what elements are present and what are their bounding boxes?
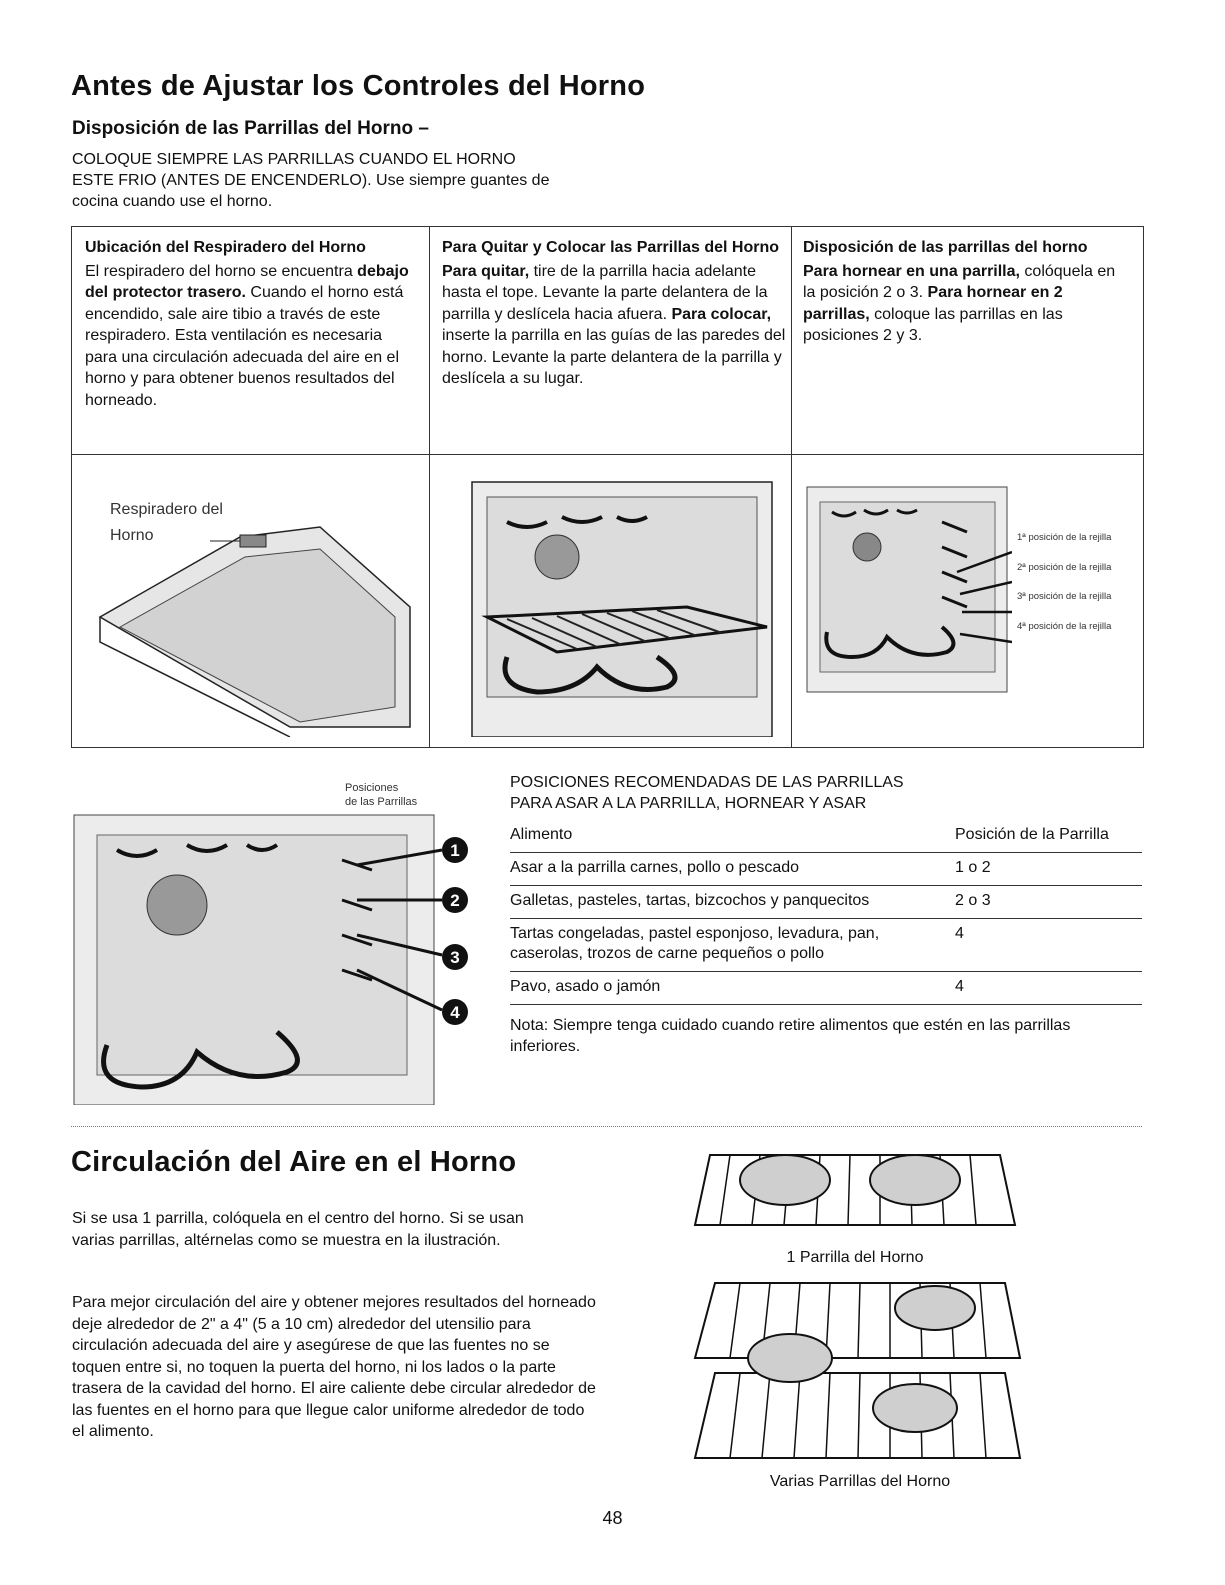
table-heading: POSICIONES RECOMENDADAS DE LAS PARRILLAS PARA ASAR A LA PARRILLA, HORNEAR Y ASAR bbox=[510, 774, 904, 812]
rack-position-label: 2ª posición de la rejilla bbox=[1017, 561, 1112, 573]
position-column-header: Posición de la Parrilla bbox=[955, 826, 1109, 843]
positions-figure-label: Posiciones de las Parrillas bbox=[345, 782, 418, 808]
rack-position-labels bbox=[1017, 523, 1111, 641]
intro-line: cocina cuando use el horno. bbox=[72, 193, 273, 210]
air-circulation-p1: Si se usa 1 parrilla, colóquela en el centro del horno. Si se usan varias parrillas, altérnelas como se muestra en la ilustración. bbox=[72, 1210, 524, 1249]
table-row: Tartas congeladas, pastel esponjoso, levadura, pan, caserolas, trozos de carne pequeños o pollo 4 bbox=[510, 919, 1142, 972]
vent-figure-label: Respiradero del Horno bbox=[110, 501, 223, 544]
table-row: Pavo, asado o jamón 4 bbox=[510, 972, 1142, 1005]
multiple-racks-illustration bbox=[690, 1278, 1030, 1468]
air-circulation-p2: Para mejor circulación del aire y obtener mejores resultados del horneado deje alrededor de 2" a 4" (5 a 10 cm) alrededor del utensilio para circulación adecuada del aire y asegúrese de que las fuentes no se toquen entre si, no toquen la puerta del horno, ni los lados o la parte trasera de la cavidad del horno. El aire caliente debe circular alrededor de las fuentes en el horno para que llegue calor uniforme alrededor de todo el alimento. bbox=[72, 1294, 596, 1440]
numbered-rack-positions-illustration bbox=[72, 805, 472, 1105]
air-circulation-title: Circulación del Aire en el Horno bbox=[71, 1146, 517, 1178]
table-row: Asar a la parrilla carnes, pollo o pescado 1 o 2 bbox=[510, 853, 1142, 886]
multiple-racks-caption: Varias Parrillas del Horno bbox=[769, 1473, 951, 1490]
food-column-header: Alimento bbox=[510, 826, 573, 843]
remove-rack-text: Para quitar, tire de la parrilla hacia adelante hasta el tope. Levante la parte delantera de la parrilla y deslícela hacia afuera. Para colocar, inserte la parrilla en las guías de las paredes del horno. Levante la parte delantera de la parrilla y deslícela a su lugar. bbox=[442, 262, 786, 387]
rack-position-label: 3ª posición de la rejilla bbox=[1017, 591, 1112, 602]
rack-layout-title: Disposición de las parrillas del horno bbox=[803, 239, 1088, 256]
rack-positions-table bbox=[510, 772, 1142, 1057]
table-row: Galletas, pasteles, tartas, bizcochos y panquecitos 2 o 3 bbox=[510, 886, 1142, 919]
section-subtitle: Disposición de las Parrillas del Horno – bbox=[72, 118, 429, 139]
rack-info-grid bbox=[71, 226, 1144, 748]
intro-line: ESTE FRIO (ANTES DE ENCENDERLO). Use siempre guantes de bbox=[72, 172, 550, 189]
position-number: 2 bbox=[450, 891, 460, 910]
intro-text bbox=[72, 149, 672, 212]
position-number: 4 bbox=[450, 1003, 460, 1022]
remove-rack-title: Para Quitar y Colocar las Parrillas del Horno bbox=[442, 239, 780, 256]
oven-rack-illustration bbox=[467, 467, 777, 737]
rack-layout-column bbox=[803, 237, 1128, 347]
intro-line: COLOQUE SIEMPRE LAS PARRILLAS CUANDO EL HORNO bbox=[72, 151, 516, 168]
vent-location-title: Ubicación del Respiradero del Horno bbox=[85, 239, 366, 256]
table-header-row bbox=[510, 820, 1142, 853]
page-title: Antes de Ajustar los Controles del Horno bbox=[71, 70, 646, 102]
oven-vent-illustration bbox=[90, 497, 425, 737]
position-number: 1 bbox=[450, 841, 460, 860]
vent-location-column bbox=[85, 237, 415, 411]
table-note: Nota: Siempre tenga cuidado cuando retire alimentos que estén en las parrillas inferiores. bbox=[510, 1017, 1071, 1055]
one-rack-caption: 1 Parrilla del Horno bbox=[786, 1249, 924, 1266]
rack-position-label: 1ª posición de la rejilla bbox=[1017, 532, 1112, 543]
rack-position-label: 4ª posición de la rejilla bbox=[1017, 620, 1112, 632]
rack-layout-text: Para hornear en una parrilla, colóquela en la posición 2 o 3. Para hornear en 2 parrillas, coloque las parrillas en las posiciones 2 y 3. bbox=[803, 262, 1116, 344]
one-rack-illustration bbox=[690, 1140, 1020, 1240]
page-number: 48 bbox=[602, 1508, 623, 1528]
vent-location-text: El respiradero del horno se encuentra debajo del protector trasero. Cuando el horno está encendido, sale aire tibio a través de este respiradero. Esta ventilación es necesaria para una circulación adecuada del aire en el horno y para obtener buenos resultados del horneado. bbox=[85, 262, 409, 409]
rack-positions-illustration bbox=[802, 482, 1012, 697]
remove-rack-column bbox=[442, 237, 787, 390]
section-divider bbox=[71, 1126, 1142, 1127]
position-number: 3 bbox=[450, 948, 460, 967]
